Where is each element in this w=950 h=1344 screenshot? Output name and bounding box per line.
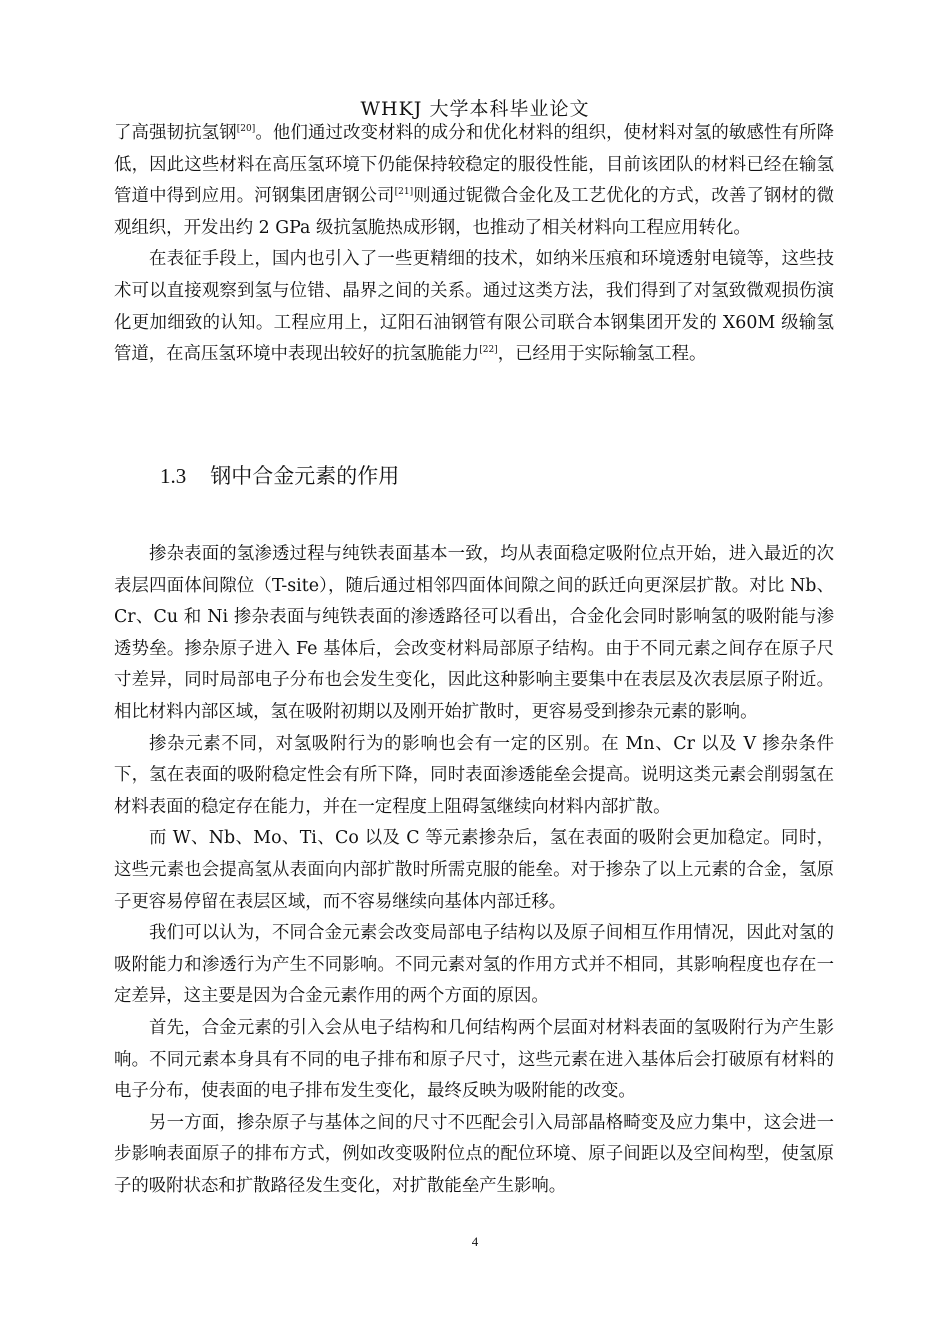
section-paragraph-1: 掺杂表面的氢渗透过程与纯铁表面基本一致，均从表面稳定吸附位点开始，进入最近的次表层四面体间隙位（T-site），随后通过相邻四面体间隙之间的跃迁向更深层扩散。对比 Nb、Cr、Cu 和 Ni 掺杂表面与纯铁表面的渗透路径可以看出，合金化会同时影响氢的吸附能与渗透势垒。掺杂原子进入 Fe 基体后，会改变材料局部原子结构。由于不同元素之间存在原子尺寸差异，同时局部电子分布也会发生变化，因此这种影响主要集中在表层及次表层原子附近。相比材料内部区域，氢在吸附初期以及刚开始扩散时，更容易受到掺杂元素的影响。 (114, 544, 834, 722)
intro-paragraph-2 (114, 244, 834, 370)
section-paragraph-3: 而 W、Nb、Mo、Ti、Co 以及 C 等元素掺杂后，氢在表面的吸附会更加稳定。同时，这些元素也会提高氢从表面向内部扩散时所需克服的能垒。对于掺杂了以上元素的合金，氢原子更容易停留在表层区域，而不容易继续向基体内部迁移。 (114, 828, 834, 912)
section-body (114, 539, 834, 1202)
text-run: 在表征手段上，国内也引入了一些更精细的技术，如纳米压痕和环境透射电镜等，这些技术可以直接观察到氢与位错、晶界之间的关系。通过这类方法，我们得到了对氢致微观损伤演化更加细致的认知。工程应用上，辽阳石油钢管有限公司联合本钢集团开发的 X60M 级输氢管道，在高压氢环境中表现出较好的抗氢脆能力 (114, 249, 834, 365)
page-header: WHKJ 大学本科毕业论文 (360, 98, 590, 120)
text-run: ，已经用于实际输氢工程。 (497, 344, 707, 365)
intro-paragraph-1 (114, 118, 834, 244)
section-heading (160, 458, 399, 494)
section-paragraph-2: 掺杂元素不同，对氢吸附行为的影响也会有一定的区别。在 Mn、Cr 以及 V 掺杂条件下，氢在表面的吸附稳定性会有所下降，同时表面渗透能垒会提高。说明这类元素会削弱氢在材料表面的稳定存在能力，并在一定程度上阻碍氢继续向材料内部扩散。 (114, 733, 834, 817)
citation-20: [20] (236, 124, 256, 134)
text-run: 了高强韧抗氢钢 (114, 123, 237, 143)
text-run: 则通过铌微合金化及工艺优化的方式，改善了钢材的微观组织，开发出约 2 GPa 级抗氢脆热成形钢，也推动了相关材料向工程应用转化。 (114, 186, 834, 238)
intro-text (114, 118, 834, 371)
page-number: 4 (471, 1234, 479, 1249)
text-run: 。他们通过改变材料的成分和优化材料的组织，使材料对氢的敏感性有所降低，因此这些材料在高压氢环境下仍能保持较稳定的服役性能，目前该团队的材料已经在输氢管道中得到应用。河钢集团唐钢公司 (114, 123, 834, 207)
section-paragraph-6: 另一方面，掺杂原子与基体之间的尺寸不匹配会引入局部晶格畸变及应力集中，这会进一步影响表面原子的排布方式，例如改变吸附位点的配位环境、原子间距以及空间构型，使氢原子的吸附状态和扩散路径发生变化，对扩散能垒产生影响。 (114, 1112, 834, 1196)
citation-22: [22] (479, 345, 498, 356)
section-paragraph-5: 首先，合金元素的引入会从电子结构和几何结构两个层面对材料表面的氢吸附行为产生影响。不同元素本身具有不同的电子排布和原子尺寸，这些元素在进入基体后会打破原有材料的电子分布，使表面的电子排布发生变化，最终反映为吸附能的改变。 (114, 1017, 834, 1102)
section-title: 钢中合金元素的作用 (210, 464, 400, 488)
section-number: 1.3 (160, 464, 187, 488)
section-paragraph-4: 我们可以认为，不同合金元素会改变局部电子结构以及原子间相互作用情况，因此对氢的吸附能力和渗透行为产生不同影响。不同元素对氢的作用方式并不相同，其影响程度也存在一定差异，这主要是因为合金元素作用的两个方面的原因。 (114, 923, 834, 1007)
citation-21: [21] (394, 187, 414, 198)
